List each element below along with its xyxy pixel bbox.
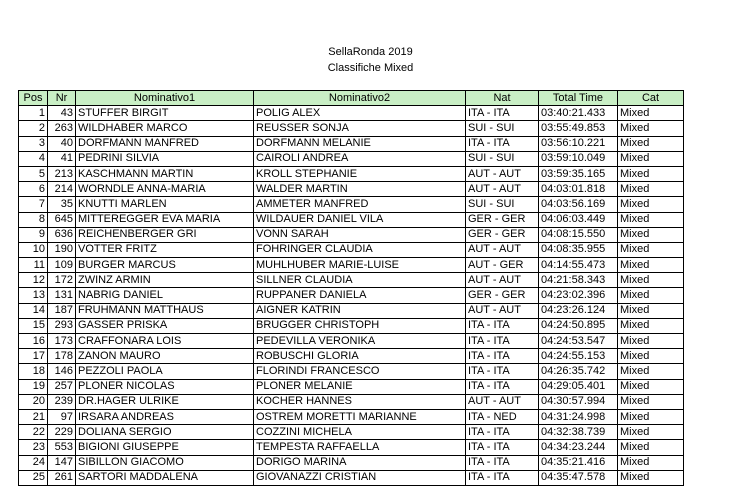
table-row [19, 303, 684, 318]
pos-cell: 7 [19, 197, 48, 212]
nominativo1-cell: IRSARA ANDREAS [76, 409, 254, 424]
nat-cell: ITA - ITA [466, 470, 539, 485]
table-row [19, 258, 684, 273]
pos-cell: 23 [19, 440, 48, 455]
total-time-cell: 04:34:23.244 [539, 440, 618, 455]
total-time-cell: 04:35:47.578 [539, 470, 618, 485]
table-row [19, 349, 684, 364]
nominativo2-cell: POLIG ALEX [254, 106, 466, 121]
nominativo1-cell: DORFMANN MANFRED [76, 136, 254, 151]
table-row [19, 288, 684, 303]
nat-cell: ITA - ITA [466, 379, 539, 394]
nominativo1-cell: WORNDLE ANNA-MARIA [76, 182, 254, 197]
nr-cell: 109 [48, 258, 76, 273]
results-table [18, 90, 684, 486]
pos-cell: 3 [19, 136, 48, 151]
nominativo1-cell: SIBILLON GIACOMO [76, 455, 254, 470]
nat-cell: ITA - ITA [466, 349, 539, 364]
nr-cell: 178 [48, 349, 76, 364]
cat-cell: Mixed [618, 242, 684, 257]
nr-cell: 645 [48, 212, 76, 227]
total-time-cell: 04:32:38.739 [539, 425, 618, 440]
table-row [19, 182, 684, 197]
nominativo2-cell: PEDEVILLA VERONIKA [254, 334, 466, 349]
total-time-cell: 04:35:21.416 [539, 455, 618, 470]
nr-cell: 41 [48, 151, 76, 166]
total-time-cell: 03:55:49.853 [539, 121, 618, 136]
total-time-cell: 03:56:10.221 [539, 136, 618, 151]
nat-cell: ITA - ITA [466, 106, 539, 121]
pos-cell: 10 [19, 242, 48, 257]
nominativo2-cell: FOHRINGER CLAUDIA [254, 242, 466, 257]
nominativo2-cell: AIGNER KATRIN [254, 303, 466, 318]
total-time-cell: 04:08:15.550 [539, 227, 618, 242]
column-header-nr: Nr [48, 91, 76, 106]
nr-cell: 40 [48, 136, 76, 151]
nat-cell: AUT - AUT [466, 303, 539, 318]
nominativo2-cell: FLORINDI FRANCESCO [254, 364, 466, 379]
total-time-cell: 04:14:55.473 [539, 258, 618, 273]
cat-cell: Mixed [618, 288, 684, 303]
nominativo1-cell: MITTEREGGER EVA MARIA [76, 212, 254, 227]
nominativo2-cell: TEMPESTA RAFFAELLA [254, 440, 466, 455]
column-header-nominativo1: Nominativo1 [76, 91, 254, 106]
nominativo2-cell: RUPPANER DANIELA [254, 288, 466, 303]
nominativo1-cell: SARTORI MADDALENA [76, 470, 254, 485]
nr-cell: 553 [48, 440, 76, 455]
nominativo1-cell: PLONER NICOLAS [76, 379, 254, 394]
nat-cell: ITA - ITA [466, 455, 539, 470]
total-time-cell: 04:03:56.169 [539, 197, 618, 212]
nr-cell: 257 [48, 379, 76, 394]
nat-cell: GER - GER [466, 227, 539, 242]
table-row [19, 440, 684, 455]
total-time-cell: 04:30:57.994 [539, 394, 618, 409]
nr-cell: 147 [48, 455, 76, 470]
nominativo2-cell: BRUGGER CHRISTOPH [254, 318, 466, 333]
pos-cell: 24 [19, 455, 48, 470]
nr-cell: 190 [48, 242, 76, 257]
nominativo2-cell: WILDAUER DANIEL VILA [254, 212, 466, 227]
nat-cell: ITA - ITA [466, 425, 539, 440]
total-time-cell: 04:26:35.742 [539, 364, 618, 379]
nominativo2-cell: WALDER MARTIN [254, 182, 466, 197]
nominativo1-cell: ZWINZ ARMIN [76, 273, 254, 288]
nat-cell: ITA - NED [466, 409, 539, 424]
nat-cell: ITA - ITA [466, 364, 539, 379]
column-header-total-time: Total Time [539, 91, 618, 106]
nr-cell: 263 [48, 121, 76, 136]
nat-cell: AUT - AUT [466, 182, 539, 197]
nat-cell: GER - GER [466, 288, 539, 303]
table-row [19, 121, 684, 136]
page-title: SellaRonda 2019 [328, 46, 413, 58]
cat-cell: Mixed [618, 197, 684, 212]
cat-cell: Mixed [618, 227, 684, 242]
nat-cell: ITA - ITA [466, 318, 539, 333]
nat-cell: ITA - ITA [466, 136, 539, 151]
cat-cell: Mixed [618, 455, 684, 470]
nat-cell: AUT - AUT [466, 242, 539, 257]
nominativo1-cell: PEZZOLI PAOLA [76, 364, 254, 379]
nat-cell: SUI - SUI [466, 197, 539, 212]
nat-cell: AUT - AUT [466, 166, 539, 181]
cat-cell: Mixed [618, 440, 684, 455]
table-row [19, 242, 684, 257]
total-time-cell: 04:23:02.396 [539, 288, 618, 303]
cat-cell: Mixed [618, 425, 684, 440]
nominativo2-cell: KOCHER HANNES [254, 394, 466, 409]
nominativo1-cell: DOLIANA SERGIO [76, 425, 254, 440]
cat-cell: Mixed [618, 379, 684, 394]
nat-cell: AUT - GER [466, 258, 539, 273]
cat-cell: Mixed [618, 470, 684, 485]
nominativo1-cell: VOTTER FRITZ [76, 242, 254, 257]
pos-cell: 5 [19, 166, 48, 181]
table-row [19, 212, 684, 227]
nr-cell: 43 [48, 106, 76, 121]
nat-cell: AUT - AUT [466, 394, 539, 409]
cat-cell: Mixed [618, 151, 684, 166]
nat-cell: AUT - AUT [466, 273, 539, 288]
nat-cell: ITA - ITA [466, 334, 539, 349]
pos-cell: 6 [19, 182, 48, 197]
cat-cell: Mixed [618, 182, 684, 197]
table-row [19, 318, 684, 333]
nominativo2-cell: OSTREM MORETTI MARIANNE [254, 409, 466, 424]
cat-cell: Mixed [618, 212, 684, 227]
table-header-row [19, 91, 684, 106]
cat-cell: Mixed [618, 106, 684, 121]
total-time-cell: 04:29:05.401 [539, 379, 618, 394]
nr-cell: 35 [48, 197, 76, 212]
nominativo2-cell: COZZINI MICHELA [254, 425, 466, 440]
nominativo1-cell: BIGIONI GIUSEPPE [76, 440, 254, 455]
cat-cell: Mixed [618, 334, 684, 349]
page-subtitle: Classifiche Mixed [327, 62, 414, 74]
pos-cell: 15 [19, 318, 48, 333]
nr-cell: 187 [48, 303, 76, 318]
total-time-cell: 04:03:01.818 [539, 182, 618, 197]
total-time-cell: 04:21:58.343 [539, 273, 618, 288]
nr-cell: 173 [48, 334, 76, 349]
nominativo2-cell: GIOVANAZZI CRISTIAN [254, 470, 466, 485]
nominativo2-cell: ROBUSCHI GLORIA [254, 349, 466, 364]
nominativo1-cell: BURGER MARCUS [76, 258, 254, 273]
nominativo2-cell: SILLNER CLAUDIA [254, 273, 466, 288]
table-row [19, 394, 684, 409]
cat-cell: Mixed [618, 318, 684, 333]
nominativo2-cell: DORFMANN MELANIE [254, 136, 466, 151]
table-row [19, 136, 684, 151]
nat-cell: SUI - SUI [466, 151, 539, 166]
cat-cell: Mixed [618, 258, 684, 273]
nr-cell: 261 [48, 470, 76, 485]
nominativo1-cell: GASSER PRISKA [76, 318, 254, 333]
nominativo1-cell: FRUHMANN MATTHAUS [76, 303, 254, 318]
total-time-cell: 04:24:55.153 [539, 349, 618, 364]
total-time-cell: 04:24:50.895 [539, 318, 618, 333]
nr-cell: 293 [48, 318, 76, 333]
column-header-nat: Nat [466, 91, 539, 106]
total-time-cell: 03:59:10.049 [539, 151, 618, 166]
table-row [19, 425, 684, 440]
pos-cell: 16 [19, 334, 48, 349]
total-time-cell: 04:24:53.547 [539, 334, 618, 349]
cat-cell: Mixed [618, 303, 684, 318]
column-header-pos: Pos [19, 91, 48, 106]
nr-cell: 636 [48, 227, 76, 242]
table-row [19, 409, 684, 424]
nr-cell: 229 [48, 425, 76, 440]
table-row [19, 364, 684, 379]
nominativo2-cell: KROLL STEPHANIE [254, 166, 466, 181]
table-row [19, 455, 684, 470]
total-time-cell: 03:59:35.165 [539, 166, 618, 181]
pos-cell: 12 [19, 273, 48, 288]
cat-cell: Mixed [618, 273, 684, 288]
pos-cell: 21 [19, 409, 48, 424]
cat-cell: Mixed [618, 409, 684, 424]
pos-cell: 19 [19, 379, 48, 394]
table-row [19, 106, 684, 121]
pos-cell: 22 [19, 425, 48, 440]
nominativo1-cell: ZANON MAURO [76, 349, 254, 364]
nominativo1-cell: CRAFFONARA LOIS [76, 334, 254, 349]
cat-cell: Mixed [618, 394, 684, 409]
nominativo1-cell: KNUTTI MARLEN [76, 197, 254, 212]
nr-cell: 131 [48, 288, 76, 303]
pos-cell: 14 [19, 303, 48, 318]
results-body [19, 106, 684, 486]
column-header-nominativo2: Nominativo2 [254, 91, 466, 106]
table-row [19, 166, 684, 181]
nr-cell: 239 [48, 394, 76, 409]
nat-cell: ITA - ITA [466, 440, 539, 455]
nominativo2-cell: REUSSER SONJA [254, 121, 466, 136]
nominativo2-cell: DORIGO MARINA [254, 455, 466, 470]
total-time-cell: 04:31:24.998 [539, 409, 618, 424]
nominativo1-cell: DR.HAGER ULRIKE [76, 394, 254, 409]
pos-cell: 9 [19, 227, 48, 242]
cat-cell: Mixed [618, 121, 684, 136]
nominativo1-cell: PEDRINI SILVIA [76, 151, 254, 166]
cat-cell: Mixed [618, 166, 684, 181]
total-time-cell: 04:06:03.449 [539, 212, 618, 227]
nominativo2-cell: AMMETER MANFRED [254, 197, 466, 212]
pos-cell: 17 [19, 349, 48, 364]
table-row [19, 470, 684, 485]
pos-cell: 1 [19, 106, 48, 121]
table-row [19, 197, 684, 212]
nominativo1-cell: WILDHABER MARCO [76, 121, 254, 136]
nominativo2-cell: MUHLHUBER MARIE-LUISE [254, 258, 466, 273]
nat-cell: SUI - SUI [466, 121, 539, 136]
nominativo1-cell: REICHENBERGER GRI [76, 227, 254, 242]
nominativo2-cell: CAIROLI ANDREA [254, 151, 466, 166]
nr-cell: 213 [48, 166, 76, 181]
table-row [19, 273, 684, 288]
cat-cell: Mixed [618, 364, 684, 379]
column-header-cat: Cat [618, 91, 684, 106]
nr-cell: 172 [48, 273, 76, 288]
nr-cell: 97 [48, 409, 76, 424]
table-row [19, 334, 684, 349]
cat-cell: Mixed [618, 136, 684, 151]
nr-cell: 146 [48, 364, 76, 379]
pos-cell: 20 [19, 394, 48, 409]
table-row [19, 379, 684, 394]
total-time-cell: 03:40:21.433 [539, 106, 618, 121]
nominativo2-cell: PLONER MELANIE [254, 379, 466, 394]
nat-cell: GER - GER [466, 212, 539, 227]
total-time-cell: 04:08:35.955 [539, 242, 618, 257]
pos-cell: 25 [19, 470, 48, 485]
pos-cell: 13 [19, 288, 48, 303]
table-row [19, 227, 684, 242]
pos-cell: 11 [19, 258, 48, 273]
nr-cell: 214 [48, 182, 76, 197]
pos-cell: 18 [19, 364, 48, 379]
table-row [19, 151, 684, 166]
nominativo1-cell: KASCHMANN MARTIN [76, 166, 254, 181]
cat-cell: Mixed [618, 349, 684, 364]
nominativo1-cell: STUFFER BIRGIT [76, 106, 254, 121]
total-time-cell: 04:23:26.124 [539, 303, 618, 318]
pos-cell: 2 [19, 121, 48, 136]
pos-cell: 8 [19, 212, 48, 227]
pos-cell: 4 [19, 151, 48, 166]
nominativo2-cell: VONN SARAH [254, 227, 466, 242]
nominativo1-cell: NABRIG DANIEL [76, 288, 254, 303]
